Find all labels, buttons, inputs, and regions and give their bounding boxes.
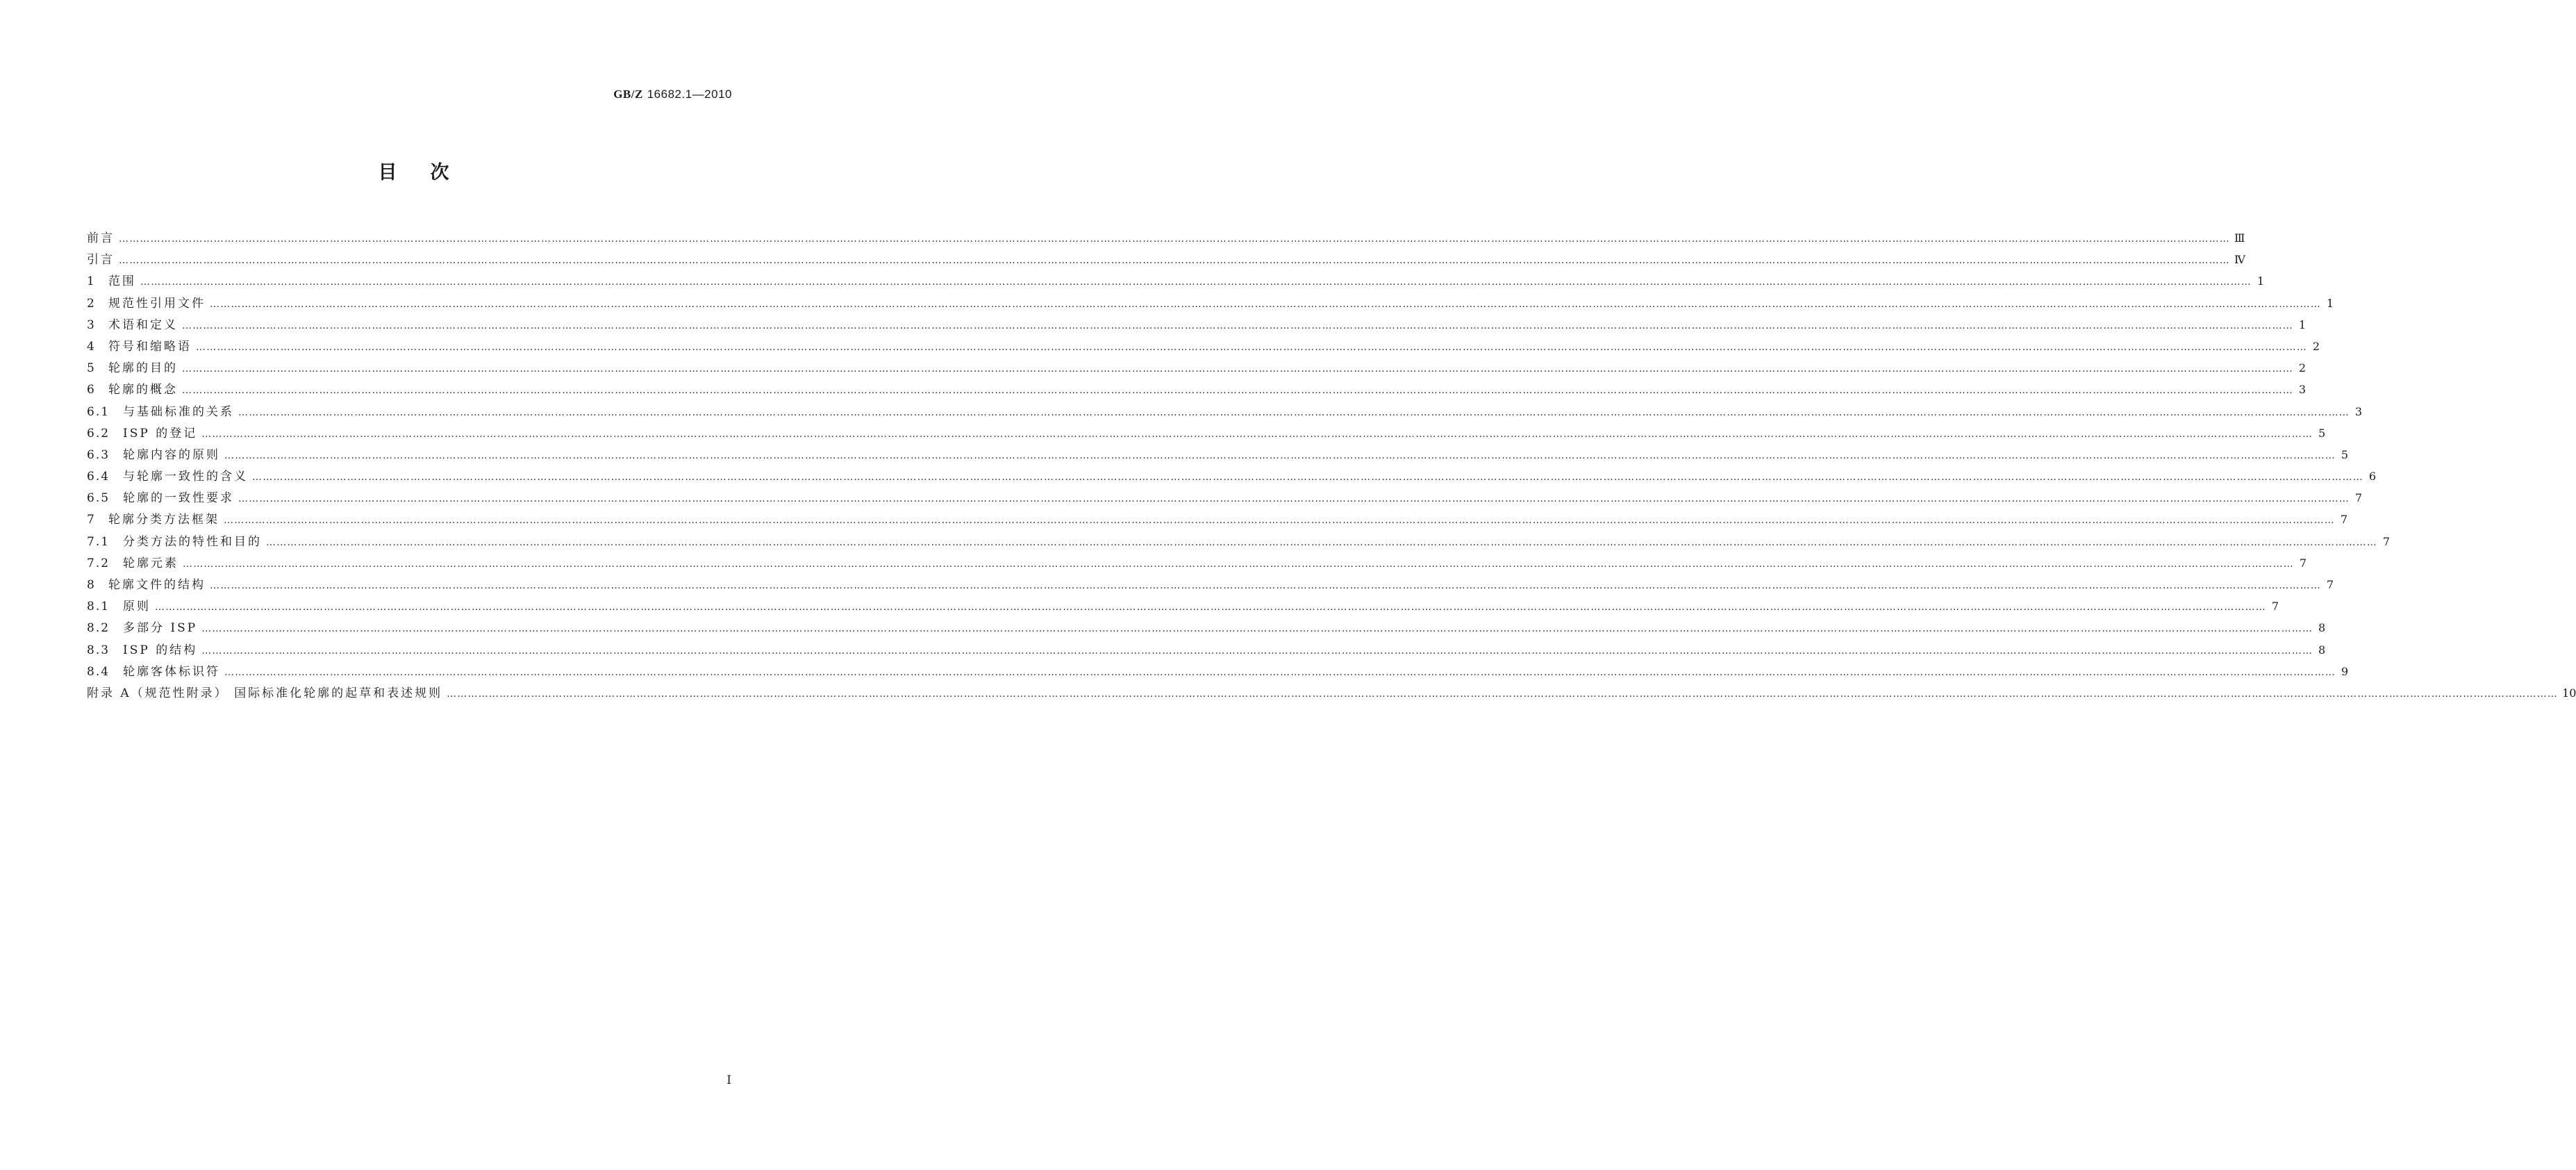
toc-entry[interactable] [87, 617, 2326, 638]
toc-dot-leader: …………………………………………………………………………………………………………………………………………………………………………………………………………………………………………………………………………………………………………………………………………………………………………………………………………………………………………………………………………………………………………………………………………………… [238, 406, 2350, 418]
toc-entry-number: 6.2 [87, 426, 110, 440]
toc-entry[interactable] [87, 401, 2362, 422]
toc-entry[interactable] [87, 314, 2306, 336]
toc-entry-label: 原则 [123, 600, 151, 614]
toc-entry-page: 2 [2298, 361, 2306, 375]
toc-dot-leader: …………………………………………………………………………………………………………………………………………………………………………………………………………………………………………………………………………………………………………………………………………………………………………………………………………………………………………………………………………………………………………………………………………………… [182, 363, 2293, 375]
toc-entry-label: 引言 [87, 253, 115, 267]
toc-entry-number: 8.3 [87, 643, 110, 657]
toc-dot-leader: …………………………………………………………………………………………………………………………………………………………………………………………………………………………………………………………………………………………………………………………………………………………………………………………………………………………………………………………………………………………………………………………………………………… [119, 233, 2230, 245]
toc-entry-label: 轮廓的目的 [108, 361, 178, 376]
toc-entry-number: 5 [87, 361, 96, 376]
toc-entry[interactable] [87, 227, 2245, 249]
toc-dot-leader: …………………………………………………………………………………………………………………………………………………………………………………………………………………………………………………………………………………………………………………………………………………………………………………………………………………………………………………………………………………………………………………………………………………… [155, 602, 2266, 613]
toc-entry-number: 7.1 [87, 534, 110, 549]
toc-entry-number: 6.5 [87, 491, 110, 506]
toc-entry[interactable] [87, 249, 2245, 270]
toc-entry-number: 8.4 [87, 664, 110, 679]
toc-entry-label: 与基础标准的关系 [123, 404, 234, 419]
toc-entry-page: Ⅲ [2234, 231, 2245, 245]
toc-dot-leader: …………………………………………………………………………………………………………………………………………………………………………………………………………………………………………………………………………………………………………………………………………………………………………………………………………………………………………………………………………………………………………………………………………………… [201, 623, 2313, 635]
toc-dot-leader: …………………………………………………………………………………………………………………………………………………………………………………………………………………………………………………………………………………………………………………………………………………………………………………………………………………………………………………………………………………………………………………………………………………… [119, 255, 2230, 267]
page-title: 目次 [378, 162, 483, 183]
toc-entry-page: 1 [2326, 296, 2334, 310]
toc-entry-page: 7 [2340, 513, 2348, 527]
toc-entry-label: 附录 A（规范性附录） 国际标准化轮廓的起草和表述规则 [87, 686, 443, 700]
toc-entry[interactable] [87, 639, 2326, 661]
toc-entry[interactable] [87, 487, 2362, 509]
toc-entry-page: 5 [2341, 447, 2348, 461]
toc-entry[interactable] [87, 422, 2326, 444]
toc-entry-label: 轮廓分类方法框架 [108, 513, 219, 527]
toc-dot-leader: …………………………………………………………………………………………………………………………………………………………………………………………………………………………………………………………………………………………………………………………………………………………………………………………………………………………………………………………………………………………………………………………………………………… [224, 450, 2336, 461]
toc-entry-label: 前言 [87, 231, 115, 245]
toc-entry-label: 符号和缩略语 [108, 339, 192, 354]
toc-entry-label: 轮廓文件的结构 [108, 578, 206, 592]
toc-entry[interactable] [87, 682, 2576, 704]
toc-entry-page: 7 [2271, 600, 2279, 613]
toc-dot-leader: …………………………………………………………………………………………………………………………………………………………………………………………………………………………………………………………………………………………………………………………………………………………………………………………………………………………………………………………………………………………………………………………………………………… [140, 277, 2252, 288]
toc-entry-label: 轮廓的一致性要求 [123, 491, 234, 506]
toc-dot-leader: …………………………………………………………………………………………………………………………………………………………………………………………………………………………………………………………………………………………………………………………………………………………………………………………………………………………………………………………………………………………………………………………………………………… [201, 645, 2313, 657]
toc-dot-leader: …………………………………………………………………………………………………………………………………………………………………………………………………………………………………………………………………………………………………………………………………………………………………………………………………………………………………………………………………………………………………………………………………………………… [210, 298, 2321, 310]
toc-entry-page: 6 [2368, 470, 2376, 484]
toc-entry[interactable] [87, 574, 2334, 595]
toc-entry-label: 轮廓客体标识符 [123, 664, 220, 679]
toc-entry-label: 轮廓内容的原则 [123, 447, 220, 462]
footer-page-number: Ⅰ [726, 1073, 731, 1087]
toc-entry-page: 2 [2312, 339, 2320, 353]
toc-entry[interactable] [87, 465, 2376, 487]
toc-entry[interactable] [87, 379, 2306, 400]
toc-entry-number: 8 [87, 578, 96, 592]
toc-entry-label: 与轮廓一致性的含义 [123, 470, 248, 484]
toc-dot-leader: …………………………………………………………………………………………………………………………………………………………………………………………………………………………………………………………………………………………………………………………………………………………………………………………………………………………………………………………………………………………………………………………………………………… [196, 341, 2307, 353]
toc-entry[interactable] [87, 509, 2348, 530]
toc-entry-label: 范围 [108, 274, 136, 289]
toc-entry-number: 7 [87, 513, 96, 527]
toc-entry-number: 6.4 [87, 470, 110, 484]
toc-entry-label: 术语和定义 [108, 318, 178, 332]
toc-entry-page: 8 [2318, 621, 2326, 635]
table-of-contents [87, 227, 2576, 704]
toc-entry-label: ISP 的登记 [123, 426, 198, 440]
toc-entry-page: 1 [2298, 318, 2306, 331]
toc-entry-page: 1 [2257, 274, 2264, 288]
toc-entry[interactable] [87, 336, 2320, 357]
toc-entry-label: 多部分 ISP [123, 621, 198, 636]
standard-prefix: GB/Z [613, 88, 643, 101]
standard-code [613, 88, 732, 101]
toc-entry[interactable] [87, 552, 2307, 574]
toc-entry-label: ISP 的结构 [123, 643, 198, 657]
toc-dot-leader: …………………………………………………………………………………………………………………………………………………………………………………………………………………………………………………………………………………………………………………………………………………………………………………………………………………………………………………………………………………………………………………………………………………… [238, 493, 2350, 505]
toc-dot-leader: …………………………………………………………………………………………………………………………………………………………………………………………………………………………………………………………………………………………………………………………………………………………………………………………………………………………………………………………………………………………………………………………………………………… [224, 666, 2336, 678]
toc-entry-page: 3 [2354, 404, 2362, 418]
toc-entry-page: 7 [2382, 534, 2390, 548]
toc-dot-leader: …………………………………………………………………………………………………………………………………………………………………………………………………………………………………………………………………………………………………………………………………………………………………………………………………………………………………………………………………………………………………………………………………………………… [266, 536, 2377, 548]
toc-entry[interactable] [87, 357, 2306, 379]
toc-entry[interactable] [87, 444, 2348, 465]
toc-entry-label: 轮廓的概念 [108, 383, 178, 397]
toc-entry-page: 9 [2341, 664, 2348, 678]
toc-entry-number: 4 [87, 339, 96, 354]
toc-entry[interactable] [87, 531, 2390, 552]
toc-entry[interactable] [87, 292, 2334, 314]
toc-entry-page: 5 [2318, 426, 2326, 440]
toc-entry-number: 6.3 [87, 447, 110, 462]
toc-entry-label: 规范性引用文件 [108, 296, 206, 311]
toc-entry-page: 3 [2298, 383, 2306, 397]
toc-entry-number: 2 [87, 296, 96, 311]
toc-entry[interactable] [87, 270, 2264, 292]
toc-entry-page: Ⅳ [2234, 253, 2245, 267]
toc-entry-number: 3 [87, 318, 96, 332]
standard-number: 16682.1—2010 [647, 88, 732, 101]
toc-entry-number: 7.2 [87, 556, 110, 570]
toc-entry-number: 6 [87, 383, 96, 397]
toc-entry-page: 7 [2299, 556, 2307, 570]
toc-entry-page: 7 [2354, 491, 2362, 505]
toc-entry-page: 8 [2318, 643, 2326, 657]
toc-dot-leader: …………………………………………………………………………………………………………………………………………………………………………………………………………………………………………………………………………………………………………………………………………………………………………………………………………………………………………………………………………………………………………………………………………………… [447, 688, 2559, 700]
toc-dot-leader: …………………………………………………………………………………………………………………………………………………………………………………………………………………………………………………………………………………………………………………………………………………………………………………………………………………………………………………………………………………………………………………………………………………… [252, 472, 2363, 484]
toc-entry-page: 7 [2326, 578, 2334, 591]
toc-dot-leader: …………………………………………………………………………………………………………………………………………………………………………………………………………………………………………………………………………………………………………………………………………………………………………………………………………………………………………………………………………………………………………………………………………………… [201, 428, 2313, 440]
toc-entry-label: 分类方法的特性和目的 [123, 534, 262, 549]
toc-entry-number: 6.1 [87, 404, 110, 419]
toc-entry-label: 轮廓元素 [123, 556, 178, 570]
toc-dot-leader: …………………………………………………………………………………………………………………………………………………………………………………………………………………………………………………………………………………………………………………………………………………………………………………………………………………………………………………………………………………………………………………………………………………… [210, 580, 2321, 591]
toc-entry-number: 1 [87, 274, 96, 289]
toc-entry[interactable] [87, 595, 2279, 617]
toc-entry[interactable] [87, 661, 2348, 682]
toc-entry-page: 10 [2562, 686, 2576, 700]
toc-dot-leader: …………………………………………………………………………………………………………………………………………………………………………………………………………………………………………………………………………………………………………………………………………………………………………………………………………………………………………………………………………………………………………………………………………………… [224, 515, 2335, 527]
toc-dot-leader: …………………………………………………………………………………………………………………………………………………………………………………………………………………………………………………………………………………………………………………………………………………………………………………………………………………………………………………………………………………………………………………………………………………… [183, 558, 2294, 570]
toc-entry-number: 8.2 [87, 621, 110, 636]
toc-dot-leader: …………………………………………………………………………………………………………………………………………………………………………………………………………………………………………………………………………………………………………………………………………………………………………………………………………………………………………………………………………………………………………………………………………………… [182, 385, 2293, 397]
toc-dot-leader: …………………………………………………………………………………………………………………………………………………………………………………………………………………………………………………………………………………………………………………………………………………………………………………………………………………………………………………………………………………………………………………………………………………… [182, 320, 2293, 331]
toc-entry-number: 8.1 [87, 600, 110, 614]
